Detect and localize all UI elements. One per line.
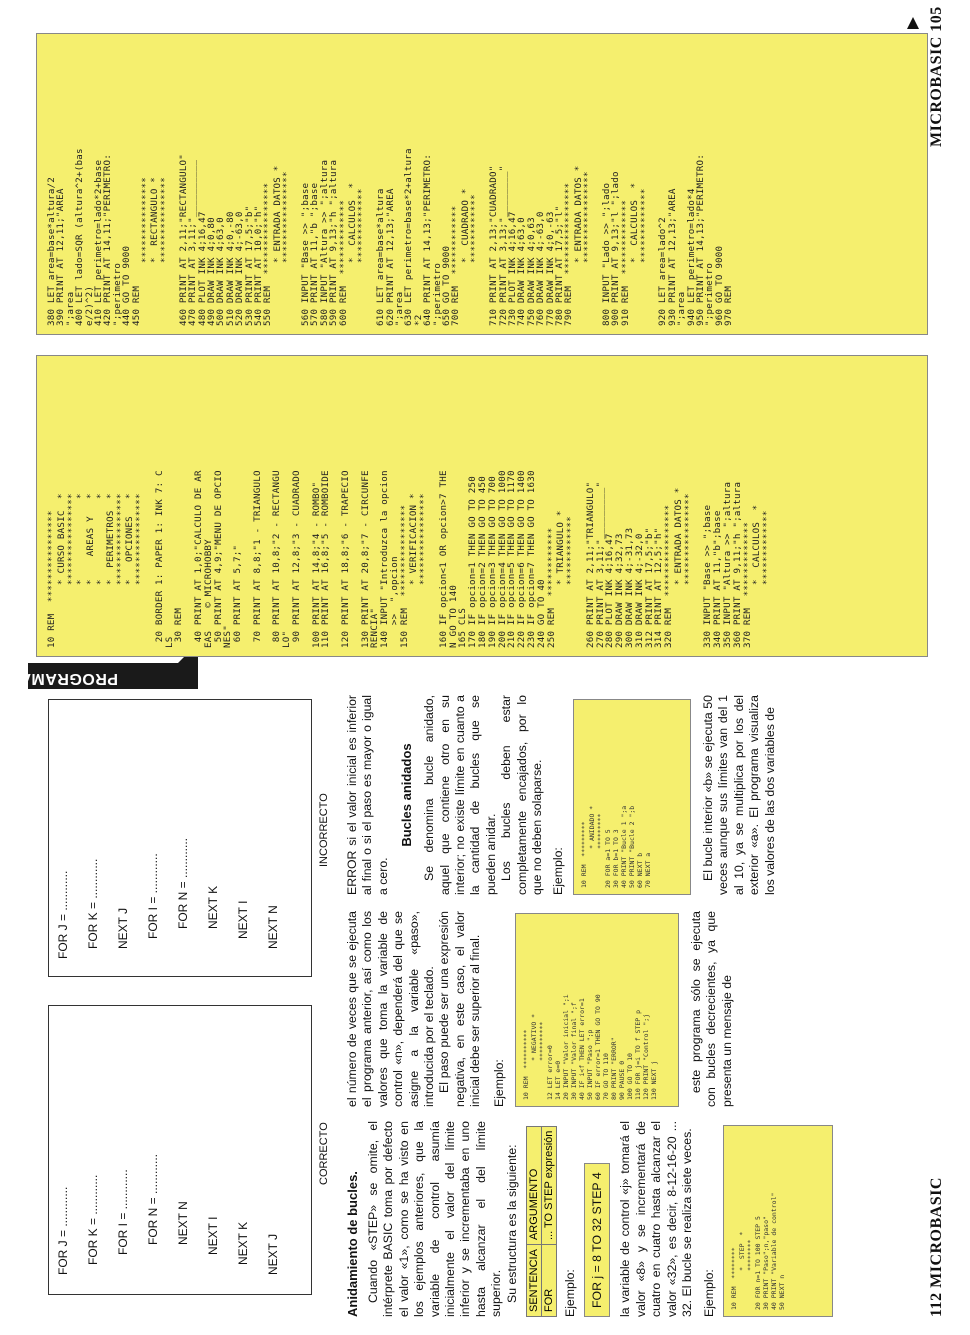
col2-bottom-text: este programa sólo se ejecuta con bucles decrecientes, ya que presenta un mensaje de (689, 911, 734, 1107)
col3-top-text: ERROR si el valor inicial es inferior al final o si el paso es mayor o igual a cero. (345, 695, 390, 895)
col3-top (345, 695, 391, 895)
col3-bottom-text: El bucle interior «b» se ejecuta 50 veces aunque sus límites van del 1 al 10, ya se multiplica por los del exterior «a». El programa visualiza los valores de las dos variables de (700, 695, 777, 895)
col2-para-2: El paso puede ser una expresión negativa, en este caso, el valor inicial debe ser superior al final. (437, 911, 483, 1107)
column-2 (345, 911, 735, 1107)
col1-text (366, 1121, 520, 1317)
syntax-header-sentencia: SENTENCIA (527, 1245, 542, 1317)
col3-heading: Bucles anidados (399, 743, 415, 847)
syntax-header-argumento: ARGUMENTO (527, 1126, 542, 1244)
col2-bottom (689, 911, 735, 1107)
incorrect-for-j: FOR J = ............ (56, 870, 70, 959)
col3-text (422, 695, 545, 895)
folio-right (928, 6, 946, 147)
folio-title: MICROBASIC (928, 1177, 945, 1288)
correct-for-j: FOR J = ............ (56, 1186, 70, 1275)
incorrect-next-n: NEXT N (266, 905, 280, 949)
example-label-1: Ejemplo: (563, 1269, 578, 1317)
col3-bottom (701, 695, 778, 895)
correct-next-k: NEXT K (236, 1221, 250, 1265)
correct-next-i: NEXT I (206, 1216, 220, 1255)
col1-after-text: la variable de control «j» tomará el valor «8» y se incrementará de cuatro en cuatro hasta alcanzar el valor «32», es decir, 8-12-16-20 ... 32. El bucle se realiza siete veces. (618, 1121, 695, 1317)
correct-for-n: FOR N = ............ (146, 1153, 160, 1245)
correct-next-n: NEXT N (176, 1201, 190, 1245)
left-page (0, 667, 970, 1335)
program-tab-label-wrap (0, 663, 118, 687)
program-listing-left: 10 REM **************** * CURSO BASIC * **************** * * * AREAS Y * * * * PERIMETROS * **************** * OPCIONES * **************** 20 BORDER 1: PAPER 1: INK 7: C LS 30 REM 40 PRINT AT 1,0;"CALCULO DE AR EAS © MICROHOBBY 50 PRINT AT 4,9;"MENU DE OPCIO NES" 60 PRINT AT 5,7;" 70 PRINT AT 8,8;"1 - TRIANGULO 80 PRINT AT 10,8;"2 - RECTANGU LO" 90 PRINT AT 12,8;"3 - CUADRADO 100 PRINT AT 14,8;"4 - ROMBO" 110 PRINT AT 16,8;"5 - ROMBOIDE 120 PRINT AT 18,8;"6 - TRAPECIO 130 PRINT AT 20,8;"7 - CIRCUNFE RENCIA" 140 INPUT "Introduzca la opcion >> ",opcion 150 REM **************** * VERIFICACION * **************** 160 IF opcion<1 OR opcion>7 THE N GO TO 140 165 CLS 170 IF opcion=1 THEN GO TO 250 180 IF opcion=2 THEN GO TO 450 190 IF opcion=3 THEN GO TO 700 200 IF opcion=4 THEN GO TO 1000 210 IF opcion=5 THEN GO TO 1170 220 IF opcion=6 THEN GO TO 1400 230 IF opcion=7 THEN GO TO 1630 240 GO TO 40 250 REM ************ * TRIANGULO * ************ 260 PRINT AT 2,11;"TRIANGULO" 270 PRINT AT 3,11;"_________" 280 PLOT INK 4;16,47 290 DRAW INK 4;32,73 300 DRAW INK 4;-31,73 310 DRAW INK 4;-32,0 312 PRINT AT 17,5;"b" 314 PRINT AT 12,5;"h" 320 REM **************** * ENTRADA DATOS * **************** 330 INPUT "Base >> ";base 340 PRINT AT 11,"b";base 350 INPUT "Altura >> ";altura 360 PRINT AT 9,11;"h ";altura 370 REM ************* * CALCULOS * ************* (46, 470, 773, 648)
listing-panel-1 (36, 355, 928, 657)
column-1 (345, 1121, 833, 1317)
for-example: FOR j = 8 TO 32 STEP 4 (590, 1172, 605, 1308)
listing-step: 10 REM ******** * STEP * ******** 20 FOR n=1 TO 100 STEP 5 30 PRINT "Paso";n,"paso" 40 PRINT "Variable de control" 50 NEXT n (723, 1125, 833, 1317)
syntax-cell-for: FOR (542, 1245, 557, 1317)
program-listing-right: 380 LET area=base*altura/2 390 PRINT AT 12,11;"AREA ";area 400 LET lado=SQR (altura^2+(bas e/2)^2) 410 LET perimetro=lado*2+base 420 PRINT AT 14,11;"PERIMETRO: ";perimetro 440 GO TO 9000 450 REM *************** * RECTANGULO * *************** 460 PRINT AT 2,11;"RECTANGULO" 470 PRINT AT 3,11;"__________ 480 PLOT INK 4;16,47 490 DRAW INK 4;0,80 500 DRAW INK 4;63,0 510 DRAW INK 4;0,-80 520 DRAW INK 4;-63,0 530 PRINT AT 17,5;"b" 540 PRINT AT 10,0;"h" 550 REM **************** * ENTRADA DATOS * **************** 560 INPUT "Base >> ";base 570 PRINT AT 11,"b ";base 580 INPUT "Altura >> ";altura 590 PRINT AT 9,13;"h ";altura 600 REM ************* * CALCULOS * ************* 610 LET area=base*altura 620 PRINT AT 12,13;"AREA ";area 630 LET perimetro=base*2+altura *2 640 PRINT AT 14,13;"PERIMETRO: ";perimetro 650 GO TO 9000 700 REM ************ * CUADRADO * ************ 710 PRINT AT 2,13;"CUADRADO" 720 PRINT AT 3,13;"________" 730 PLOT INK 4;16,47 740 DRAW INK 4;63,0 750 DRAW INK 4;0,63 760 DRAW INK 4;-63,0 770 DRAW INK 4;0,-63 780 PRINT AT 17,5;"l" 790 REM **************** * ENTRADA DATOS * **************** 800 INPUT "Lado >> ";lado 900 PRINT AT 9,13;"l ";lado 910 REM ************* * CALCULOS * ************* 920 LET area=lado^2 930 PRINT AT 12,13;"AREA ";area 940 LET perimetro=lado*4 950 PRINT AT 14,13;"PERIMETRO: ";perimetro 960 GO TO 9000 970 REM (46, 148, 735, 326)
folio-left (928, 1177, 946, 1317)
listing-negativo: 10 REM ********** * NEGATIVO * ********** 12 LET error=0 14 LET e=0 20 INPUT "Valor inicial ";i 30 INPUT "Valor final ";f 40 IF i<f THEN LET error=1 50 INPUT "Paso ";p 60 IF error=1 THEN GO TO 90 70 GO TO 110 80 PRINT "ERROR" 90 PAUSE 0 100 GO TO 10 110 FOR j=i TO f STEP p 120 PRINT "Control ";j 130 NEXT j (515, 913, 679, 1107)
column-3 (345, 695, 778, 895)
for-example-box (584, 1163, 610, 1317)
section-heading: Anidamiento de bucles. (345, 1171, 360, 1317)
col1-para-1: Cuando «STEP» se omite, el intérprete BASIC toma por defecto el valor «1», como se ha visto en los ejemplos anteriores, que la variable de control asumía inicialmente el valor del límite inferior y se incrementaba en uno hasta alcanzar el del límite superior. (366, 1121, 504, 1317)
listing-anidado: 10 REM ********* * ANIDADO * ********* 20 FOR a=1 TO 5 30 FOR b=1 TO 3 40 PRINT "Bucle 1 ";a 50 PRINT "Bucle 2 ";b 60 NEXT b 70 NEXT a (573, 699, 691, 895)
incorrect-next-i: NEXT I (236, 900, 250, 939)
incorrect-caption: INCORRECTO (318, 793, 330, 867)
next-page-arrow-icon (905, 15, 926, 31)
incorrect-for-n: FOR N = ............ (176, 837, 190, 929)
incorrect-for-i: FOR I = ............ (146, 853, 160, 939)
col2-example-label: Ejemplo: (491, 1059, 506, 1107)
folio-number: 112 (928, 1292, 945, 1317)
col3-example-label: Ejemplo: (551, 847, 566, 895)
col3-para-2: Los bucles deben estar completamente encajados, por lo que no deben solaparse. (499, 695, 545, 895)
correct-for-i: FOR I = ............ (116, 1169, 130, 1255)
example-label-2: Ejemplo: (701, 1269, 716, 1317)
program-tab-label: PROGRAMA 2 (5, 670, 118, 687)
listing-panel-2 (36, 33, 928, 335)
syntax-table (526, 1126, 557, 1317)
syntax-cell-argument: ... TO STEP expresión (542, 1126, 557, 1244)
correct-next-j: NEXT J (266, 1233, 280, 1275)
col3-para-1: Se denomina bucle anidado, aquel que contiene otro en su interior; no existe límite en cuanto a la cantidad de bucles que se pueden anidar. (422, 695, 498, 895)
incorrect-next-j: NEXT J (116, 907, 130, 949)
col1-para-2: Su estructura es la siguiente: (504, 1144, 519, 1303)
folio-title-right: MICROBASIC (928, 36, 945, 147)
col1-after (618, 1121, 695, 1317)
col2-para-1: el número de veces que se ejecuta el programa anterior, así como los valores que toma la variable de control «n», dependerá del que se asigne a la variable «paso», introducida por el teclado. (345, 911, 437, 1107)
col2-text (345, 911, 484, 1107)
folio-number-right: 105 (928, 6, 945, 32)
incorrect-listing (56, 719, 286, 959)
correct-caption: CORRECTO (318, 1122, 330, 1185)
incorrect-for-k: FOR K = ............ (86, 858, 100, 949)
correct-listing (56, 1035, 286, 1275)
correct-for-k: FOR K = ............ (86, 1174, 100, 1265)
incorrect-next-k: NEXT K (206, 885, 220, 929)
